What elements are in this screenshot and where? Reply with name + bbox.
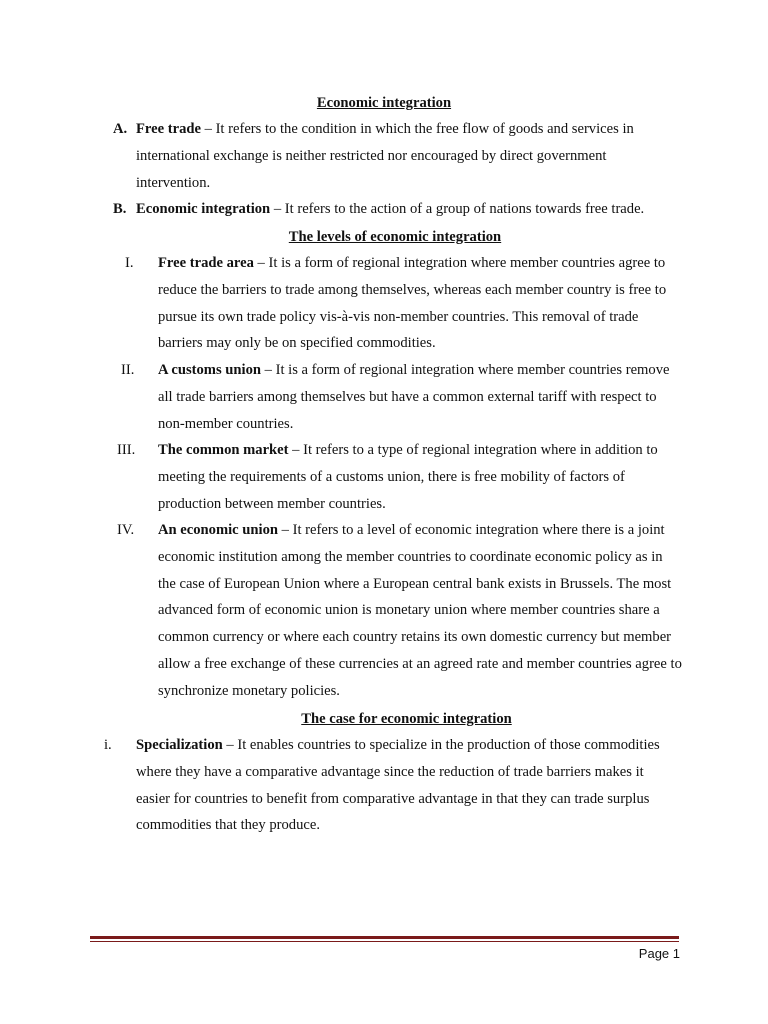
page-number: Page 1	[638, 946, 680, 961]
case-text: It enables countries to specialize in the production of those commodities where they have a comparative advantage since the reduction of trade barriers makes it easier for countries to benefit from comparative advantage in that they can trade surplus commodities that they produce.	[136, 737, 660, 834]
level-free-trade-area: Free trade area – It is a form of regional integration where member countries agree to reduce the barriers to trade among themselves, whereas each member country is free to pursue its own trade policy vis-à-vis non-member countries. This removal of trade barriers may only be on specified commodities.	[158, 255, 667, 352]
level-term: An economic union	[158, 522, 279, 538]
level-customs-union: A customs union – It is a form of regional integration where member countries remove all trade barriers among themselves but have a common external tariff with respect to non-member countries.	[158, 362, 670, 432]
level-marker: III.	[117, 442, 136, 458]
case-heading: The case for economic integration	[301, 711, 512, 727]
level-marker: II.	[121, 362, 135, 378]
case-marker: i.	[104, 737, 112, 753]
level-text: It refers to a level of economic integration where there is a joint economic institution among the member countries to coordinate economic policy as in the case of European Union where a European central bank exists in Brussels. The most advanced form of economic union is monetary union where member countries share a common currency or where each country retains its own domestic currency but member allow a free exchange of these currencies at an agreed rate and member countries agree to synchronize monetary policies.	[158, 522, 682, 699]
level-economic-union: An economic union – It refers to a level of economic integration where there is a joint economic institution among the member countries to coordinate economic policy as in the case of European Union where a European central bank exists in Brussels. The most advanced form of economic union is monetary union where member countries share a common currency or where each country retains its own domestic currency but member allow a free exchange of these currencies at an agreed rate and member countries agree to synchronize monetary policies.	[158, 522, 682, 699]
level-term: A customs union	[158, 362, 261, 378]
definition-term: Free trade	[136, 121, 201, 137]
level-marker: IV.	[117, 522, 135, 538]
level-text: It refers to a type of regional integration where in addition to meeting the requirements of a customs union, there is free mobility of factors of production between member countries.	[158, 442, 658, 512]
definition-marker: B.	[113, 201, 127, 217]
level-text: It is a form of regional integration where member countries agree to reduce the barriers to trade among themselves, whereas each member country is free to pursue its own trade policy vis-à-vis non-member countries. This removal of trade barriers may only be on specified commodities.	[158, 255, 667, 352]
definition-term: Economic integration	[136, 201, 271, 217]
level-marker: I.	[125, 255, 134, 271]
definition-marker: A.	[113, 121, 128, 137]
document-title: Economic integration	[316, 95, 452, 111]
footer-rule-thin	[90, 941, 679, 942]
levels-heading: The levels of economic integration	[288, 229, 502, 245]
level-text: It is a form of regional integration where member countries remove all trade barriers among themselves but have a common external tariff with respect to non-member countries.	[158, 362, 670, 432]
definition-economic-integration: Economic integration – It refers to the action of a group of nations towards free trade.	[136, 201, 645, 217]
case-specialization: Specialization – It enables countries to specialize in the production of those commodities where they have a comparative advantage since the reduction of trade barriers makes it easier for countries to benefit from comparative advantage in that they can trade surplus commodities that they produce.	[136, 737, 660, 834]
definition-text: It refers to the condition in which the free flow of goods and services in international exchange is neither restricted nor encouraged by direct government intervention.	[136, 121, 634, 191]
definition-free-trade: Free trade – It refers to the condition in which the free flow of goods and services in international exchange is neither restricted nor encouraged by direct government intervention.	[136, 121, 634, 191]
footer-rule-thick	[90, 936, 679, 939]
case-term: Specialization	[136, 737, 223, 753]
level-term: The common market	[158, 442, 289, 458]
level-term: Free trade area	[158, 255, 254, 271]
definition-text: It refers to the action of a group of nations towards free trade.	[284, 201, 645, 217]
level-common-market: The common market – It refers to a type of regional integration where in addition to meeting the requirements of a customs union, there is free mobility of factors of production between member countries.	[158, 442, 658, 512]
